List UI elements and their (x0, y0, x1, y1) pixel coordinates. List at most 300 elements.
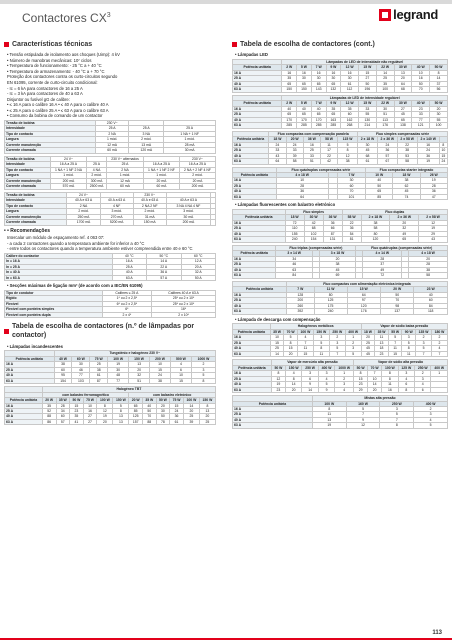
subsection-incandescent: • Lâmpadas incandescentes (7, 343, 63, 349)
table-cell: 15 (354, 376, 368, 381)
table-cell: 45 (319, 267, 356, 272)
table-cell: 20 A (181, 264, 215, 269)
table-cell: 24 (170, 409, 184, 414)
table-cell: Calibres 40 A e 63 A (152, 290, 216, 295)
table-cell: 15 (170, 378, 191, 383)
table-cell: 2500 mA (87, 184, 107, 189)
table-cell: 35 (341, 106, 359, 111)
table-cell: 8 (382, 376, 398, 381)
table-cell: 16 (412, 76, 430, 81)
table-cell: 100 (430, 123, 448, 128)
table-cell: 250 W (302, 365, 318, 370)
table-cell: 2 NA (107, 167, 144, 172)
table-cell: 5 (414, 423, 448, 428)
table-cell: 36 W (323, 215, 342, 220)
table-cell: 68 (394, 87, 412, 92)
table-cell: 40 (311, 106, 326, 111)
table-cell: 28 mA (164, 142, 216, 147)
table-cell: 5 W (297, 65, 312, 70)
table-cell: 180 W (431, 329, 447, 334)
table-cell: 70 W (284, 329, 298, 334)
table-cell: 15 W (358, 65, 376, 70)
table-cell: 63 A (233, 351, 271, 356)
table-cell: Vapor de sódio alta pressão (354, 360, 448, 365)
table-cell: 65 (297, 112, 312, 117)
table-cell: 63 A (233, 387, 272, 392)
table-cell: 57 (56, 419, 70, 424)
table-cell: 400 W (414, 401, 448, 406)
table-cell: 15 (388, 351, 402, 356)
table-cell: 25 (303, 148, 320, 153)
coil-table-a (4, 120, 216, 154)
table-cell: 16 A (233, 142, 269, 147)
table-cell: 150 W (113, 398, 129, 403)
table-cell: 15 (297, 351, 313, 356)
table-cell: 60 mA (96, 148, 129, 153)
table-cell: 42 (320, 159, 337, 164)
table-cell: 38 (319, 262, 356, 267)
recommendations-title: • • Recomendações (4, 228, 216, 235)
table-cell: 13 (113, 414, 129, 419)
table-cell: 35 (282, 76, 297, 81)
table-cell: 2 x 58 W (419, 215, 448, 220)
table-cell: 5 (416, 346, 432, 351)
table-cell: 20 (156, 403, 170, 408)
table-cell: 8 (380, 423, 414, 428)
table-cell: 8 (312, 407, 346, 412)
table-cell: 30 mA (164, 148, 216, 153)
table-cell: 78 (156, 419, 170, 424)
table-cell: 4 x 18 W (409, 251, 448, 256)
table-cell: 2 x 10* (152, 312, 216, 317)
table-cell: 10 (276, 178, 328, 183)
table-cell: 14 (376, 70, 394, 75)
table-cell: 7 W (311, 101, 326, 106)
table-cell: 1 NA + 1 NF (164, 131, 216, 136)
table-cell: 84 (276, 273, 313, 278)
table-cell: Flexível com ponteira dupla (5, 312, 103, 317)
table-cell: 36 (323, 220, 342, 225)
table-cell: 13 (394, 70, 412, 75)
table-cell: 9 W (326, 65, 341, 70)
table-cell: 240 (314, 309, 347, 314)
table-cell: 63 A (5, 419, 43, 424)
table-cell: 8 (284, 340, 298, 345)
table-cell: 31 mA (133, 214, 166, 219)
table-cell: 16 (83, 409, 97, 414)
table-cell: 5 (318, 382, 334, 387)
table-cell: 20 (284, 351, 298, 356)
table-cell: 30 W (394, 65, 412, 70)
table-cell: 13 (113, 419, 129, 424)
table-cell: 19 (420, 178, 447, 183)
table-cell: 38 (54, 362, 72, 367)
table-cell: 25 A (233, 376, 272, 381)
table-cell: 66 (323, 226, 342, 231)
table-cell: 90 W (402, 329, 416, 334)
table-cell: 11 (320, 142, 337, 147)
table-cell: 9 (346, 417, 380, 422)
table-cell: 3 (302, 371, 318, 376)
table-cell: 8 (113, 409, 129, 414)
table-cell: 11 (297, 346, 313, 351)
table-cell: 285 (297, 123, 312, 128)
table-cell: 16 (341, 70, 359, 75)
table-cell: 6 (415, 387, 431, 392)
table-cell: 20 (285, 387, 301, 392)
table-cell: 15 W (347, 287, 380, 292)
table-cell: 16 A (233, 220, 286, 225)
table-cell: 22 (342, 220, 361, 225)
led-table (232, 59, 448, 93)
table-cell: 61 (170, 419, 184, 424)
table-row (5, 148, 216, 153)
table-cell: 2 mód. (87, 173, 107, 178)
table-cell: 25 (376, 76, 394, 81)
table-cell: 250 W (380, 401, 414, 406)
table-cell: 35 W (56, 398, 70, 403)
table-cell: 33 (269, 148, 286, 153)
table-cell: 55 W (388, 329, 402, 334)
table-cell: Calibre do contactor (5, 253, 113, 258)
table-cell: 200 mA (179, 184, 215, 189)
table-cell: 200 mA (50, 178, 86, 183)
table-cell: 16* (152, 307, 216, 312)
table-cell: 50 W (271, 365, 285, 370)
table-cell: 61 (341, 81, 359, 86)
table-cell: 3 (335, 382, 354, 387)
table-cell: 61 (358, 159, 378, 164)
table-cell: 3 NA (129, 131, 164, 136)
table-cell: 6* ou 2 x 2,5* (102, 301, 151, 306)
table-cell: 15 (70, 403, 84, 408)
table-cell: 15 (284, 346, 298, 351)
table-cell: Fluo simples compensadas série (358, 131, 448, 136)
table-cell: 24 (377, 142, 397, 147)
table-cell: 12 (338, 153, 358, 158)
text-line: • Temperatura de funcionamento: - 25 °C a + 40 °C (7, 63, 102, 69)
table-cell: 1 (335, 371, 354, 376)
table-cell: 70 (143, 414, 157, 419)
table-cell: 46 (276, 262, 313, 267)
table-cell: 58 (361, 226, 390, 231)
table-cell: 2 (329, 335, 345, 340)
table-cell: 16 A (5, 362, 55, 367)
table-cell: 49 (363, 267, 402, 272)
table-cell: 30 (297, 76, 312, 81)
table-row (233, 123, 448, 128)
table-cell: 30 mA (166, 214, 210, 219)
table-cell: 22 A (147, 264, 181, 269)
text-line: • Tensão estipulada de isolamento aos choques (Uimp): 4 kV (7, 52, 120, 58)
table-cell: 37 (363, 262, 402, 267)
table-cell: 40 A (233, 117, 282, 122)
table-cell: 4 (431, 346, 447, 351)
table-cell: 2 (431, 335, 447, 340)
table-cell: 52 (42, 409, 56, 414)
table-cell: 200 mA (166, 220, 210, 225)
fluo-integrated-table (232, 281, 448, 315)
table-cell: 32 A (181, 270, 215, 275)
table-cell: 5 (380, 412, 414, 417)
table-cell: 74 (393, 194, 420, 199)
table-cell: 63 A (5, 378, 55, 383)
table-cell: 24 V~ (67, 192, 100, 197)
table-cell: 20 (394, 76, 412, 81)
table-cell: 160 W (346, 401, 380, 406)
table-cell: 63 A (233, 273, 276, 278)
table-cell: 285 (311, 123, 326, 128)
table-cell: 100 W (183, 398, 199, 403)
table-cell: Potência unitária (233, 215, 286, 220)
table-cell: 16 A a 25 A (179, 162, 215, 167)
table-cell: Fluo compactas com alimentação eletrónica integrada (286, 281, 447, 286)
table-cell: 5 (313, 340, 329, 345)
table-cell: 65 (326, 112, 341, 117)
table-cell: 40 W (412, 65, 430, 70)
halogen-table (4, 386, 216, 425)
table-cell: 15 (170, 403, 184, 408)
table-cell: 33 (303, 153, 320, 158)
table-cell: 16 A (233, 70, 282, 75)
table-cell: Tipo de contacto (5, 167, 51, 172)
table-cell: 36 W (303, 137, 320, 142)
subsection-fluo: • Lâmpadas fluorescentes com balastro eletrónico (235, 202, 336, 208)
table-cell: 95 (54, 373, 72, 378)
table-cell: 16 (282, 70, 297, 75)
table-row (233, 273, 448, 278)
table-cell: In = 16 A (5, 259, 113, 264)
table-cell: 135 W (416, 329, 432, 334)
table-cell: 65 (390, 237, 419, 242)
table-cell: 4 (335, 387, 354, 392)
fluo-electronic-table (232, 209, 448, 243)
table-cell: 2 (345, 340, 361, 345)
section-heading: Tabela de escolha de contactores (cont.) (232, 40, 448, 49)
table-cell: 35 (326, 106, 341, 111)
table-cell: 16 A (233, 178, 277, 183)
table-cell: 125 W (398, 365, 414, 370)
table-row (5, 419, 216, 424)
table-cell: 8 (271, 371, 285, 376)
text-line: • Número de manobras mecânicas: 10⁷ ciclos (7, 57, 92, 63)
table-cell: Calibres ≤ 25 A (102, 290, 151, 295)
table-cell: 7 W (337, 172, 365, 177)
table-cell: 45 (358, 148, 378, 153)
table-cell: 7 W (286, 287, 314, 292)
table-cell: 36 (417, 153, 439, 158)
top-bar (0, 0, 452, 4)
table-cell: 35 (70, 414, 84, 419)
table-cell: 18 W (285, 215, 304, 220)
page-number: 113 (432, 630, 442, 636)
table-cell: 8 (382, 371, 398, 376)
table-cell: 30 (376, 106, 394, 111)
table-cell: 128 (286, 292, 314, 297)
table-cell: 8 (439, 142, 447, 147)
table-cell: 130 (358, 117, 376, 122)
fluo-compact-table (232, 131, 448, 165)
table-cell: 120 mA (129, 148, 164, 153)
table-cell: 250 W (415, 365, 431, 370)
recommendations-text (4, 235, 216, 252)
table-cell: 1 mód. (107, 173, 144, 178)
table-cell: 2 NA (96, 131, 129, 136)
table-cell: 40 A (233, 267, 276, 272)
table-cell: 285 (282, 123, 297, 128)
table-cell: 37 (430, 81, 448, 86)
table-cell: Potência unitária (233, 101, 282, 106)
table-cell: 39 (183, 419, 199, 424)
table-cell: 125 (314, 298, 347, 303)
table-cell: 35 W (375, 329, 389, 334)
table-cell: 27 (83, 414, 97, 419)
subsection-led: • Lâmpadas LED (235, 52, 268, 58)
table-cell: 43 (269, 153, 286, 158)
table-cell: 154 (54, 378, 72, 383)
table-cell: 12 (346, 423, 380, 428)
table-cell: 16 (303, 142, 320, 147)
table-cell: 10 (368, 376, 382, 381)
table-cell: 10 (270, 335, 284, 340)
table-cell: 138 (394, 123, 412, 128)
table-cell: 38 (338, 159, 358, 164)
table-cell: 8 (354, 371, 368, 376)
table-cell: 40 W (54, 356, 72, 361)
table-cell: 84 (414, 303, 448, 308)
table-cell: 16 A (233, 106, 282, 111)
table-cell: Intensidade (5, 126, 96, 131)
table-cell: 270 mA (100, 214, 133, 219)
table-cell: Vapor de sódio baixa pressão (361, 324, 447, 329)
table-cell: 32 (129, 373, 150, 378)
table-cell: 25 (199, 419, 215, 424)
table-cell: 75 W (83, 398, 97, 403)
table-cell: 25 A (233, 148, 269, 153)
table-cell: 100 (376, 87, 394, 92)
table-cell: 77 (412, 117, 430, 122)
table-cell: Vapor de mercúrio alta pressão (271, 360, 353, 365)
table-cell: 11 W (314, 287, 347, 292)
table-cell: 3 (345, 346, 361, 351)
table-cell: 6 (302, 376, 318, 381)
table-cell: Tungsténio e halogéneo 230 V~ (54, 351, 215, 356)
table-cell: 8 (398, 387, 414, 392)
table-cell: 3 mód. (100, 209, 133, 214)
table-cell: 7 (368, 371, 382, 376)
table-cell: 70 (412, 87, 430, 92)
table-cell: 25 A (233, 298, 287, 303)
table-cell: 8 (285, 376, 301, 381)
table-cell: 2 W (282, 101, 297, 106)
table-cell: 8 (313, 346, 329, 351)
table-cell: 12 W (341, 101, 359, 106)
table-cell: 24 V~ (50, 156, 86, 161)
table-cell: 61 (90, 373, 108, 378)
table-cell: 11 (313, 351, 329, 356)
table-cell: 10 W (366, 172, 393, 177)
table-cell: 30 (72, 362, 90, 367)
table-cell: 13 (129, 362, 150, 367)
table-cell: 20 (361, 335, 375, 340)
table-cell: 14 (183, 403, 199, 408)
table-cell: 39 (286, 153, 303, 158)
table-cell: 18 W (361, 329, 375, 334)
table-cell: 68 (304, 226, 323, 231)
table-cell: 40 °C (112, 253, 146, 258)
table-cell: 16 A (233, 371, 272, 376)
table-cell: 25 (270, 346, 284, 351)
table-cell: 16 (297, 70, 312, 75)
table-cell: Tipo de condutor (5, 290, 103, 295)
table-cell: 5 (345, 351, 361, 356)
table-cell: 65 (394, 117, 412, 122)
table-cell: 22 W (376, 65, 394, 70)
table-cell: 45 (361, 351, 375, 356)
table-cell: 23 W (414, 287, 448, 292)
table-cell: 150 (297, 87, 312, 92)
table-row (233, 387, 448, 392)
table-cell: 80 (361, 231, 390, 236)
table-cell: 29 (354, 387, 368, 392)
table-cell: 1 mód. (50, 173, 86, 178)
table-cell: 2 NA + 2 NF 4 NF (179, 167, 215, 172)
table-cell: 2 mód. (179, 173, 215, 178)
table-cell: 50 W (354, 365, 368, 370)
table-cell: 5 (402, 340, 416, 345)
text-line: EN 61095, corrente de curto-circuito condicional: (7, 79, 98, 85)
table-cell: 80 (314, 292, 347, 297)
table-cell (431, 387, 448, 392)
table-cell: 100 W (97, 398, 113, 403)
table-cell: 63 A (233, 87, 282, 92)
table-cell: 23 (354, 382, 368, 387)
table-cell: Tensão de bobina (5, 192, 67, 197)
table-cell: 170 (297, 117, 312, 122)
table-cell: 34 (276, 256, 313, 261)
table-cell: 5 (191, 373, 215, 378)
table-cell: 163 (326, 117, 341, 122)
table-cell: 10 (439, 148, 447, 153)
table-cell: Potência unitária (233, 287, 287, 292)
table-cell (313, 273, 320, 278)
table-cell: 132 (326, 87, 341, 92)
table-cell: 19 (312, 423, 346, 428)
table-cell: 36 (170, 414, 184, 419)
table-cell: 40 A (112, 270, 146, 275)
table-cell: 157 (129, 419, 143, 424)
table-cell: 40 W (412, 101, 430, 106)
table-cell: 36 (342, 226, 361, 231)
table-cell: 55 (358, 112, 376, 117)
table-cell: 19 (419, 226, 448, 231)
table-cell: 150 mA (133, 220, 166, 225)
table-cell: 3 (329, 340, 345, 345)
table-cell: 13 (199, 409, 215, 414)
table-cell: 35 (376, 81, 394, 86)
table-cell: 9 W (326, 101, 341, 106)
table-cell: 5 (284, 335, 298, 340)
table-cell: 22 (397, 142, 417, 147)
table-cell: 46 (72, 367, 90, 372)
table-cell: Tipo de contacto (5, 131, 96, 136)
table-cell: 67 (377, 159, 397, 164)
table-cell: 500 W (170, 356, 191, 361)
table-cell: 5200 mA (100, 220, 133, 225)
led-dimmable-table (232, 95, 448, 129)
table-cell: 2 mód. (129, 137, 164, 142)
table-cell: 33 (358, 106, 376, 111)
